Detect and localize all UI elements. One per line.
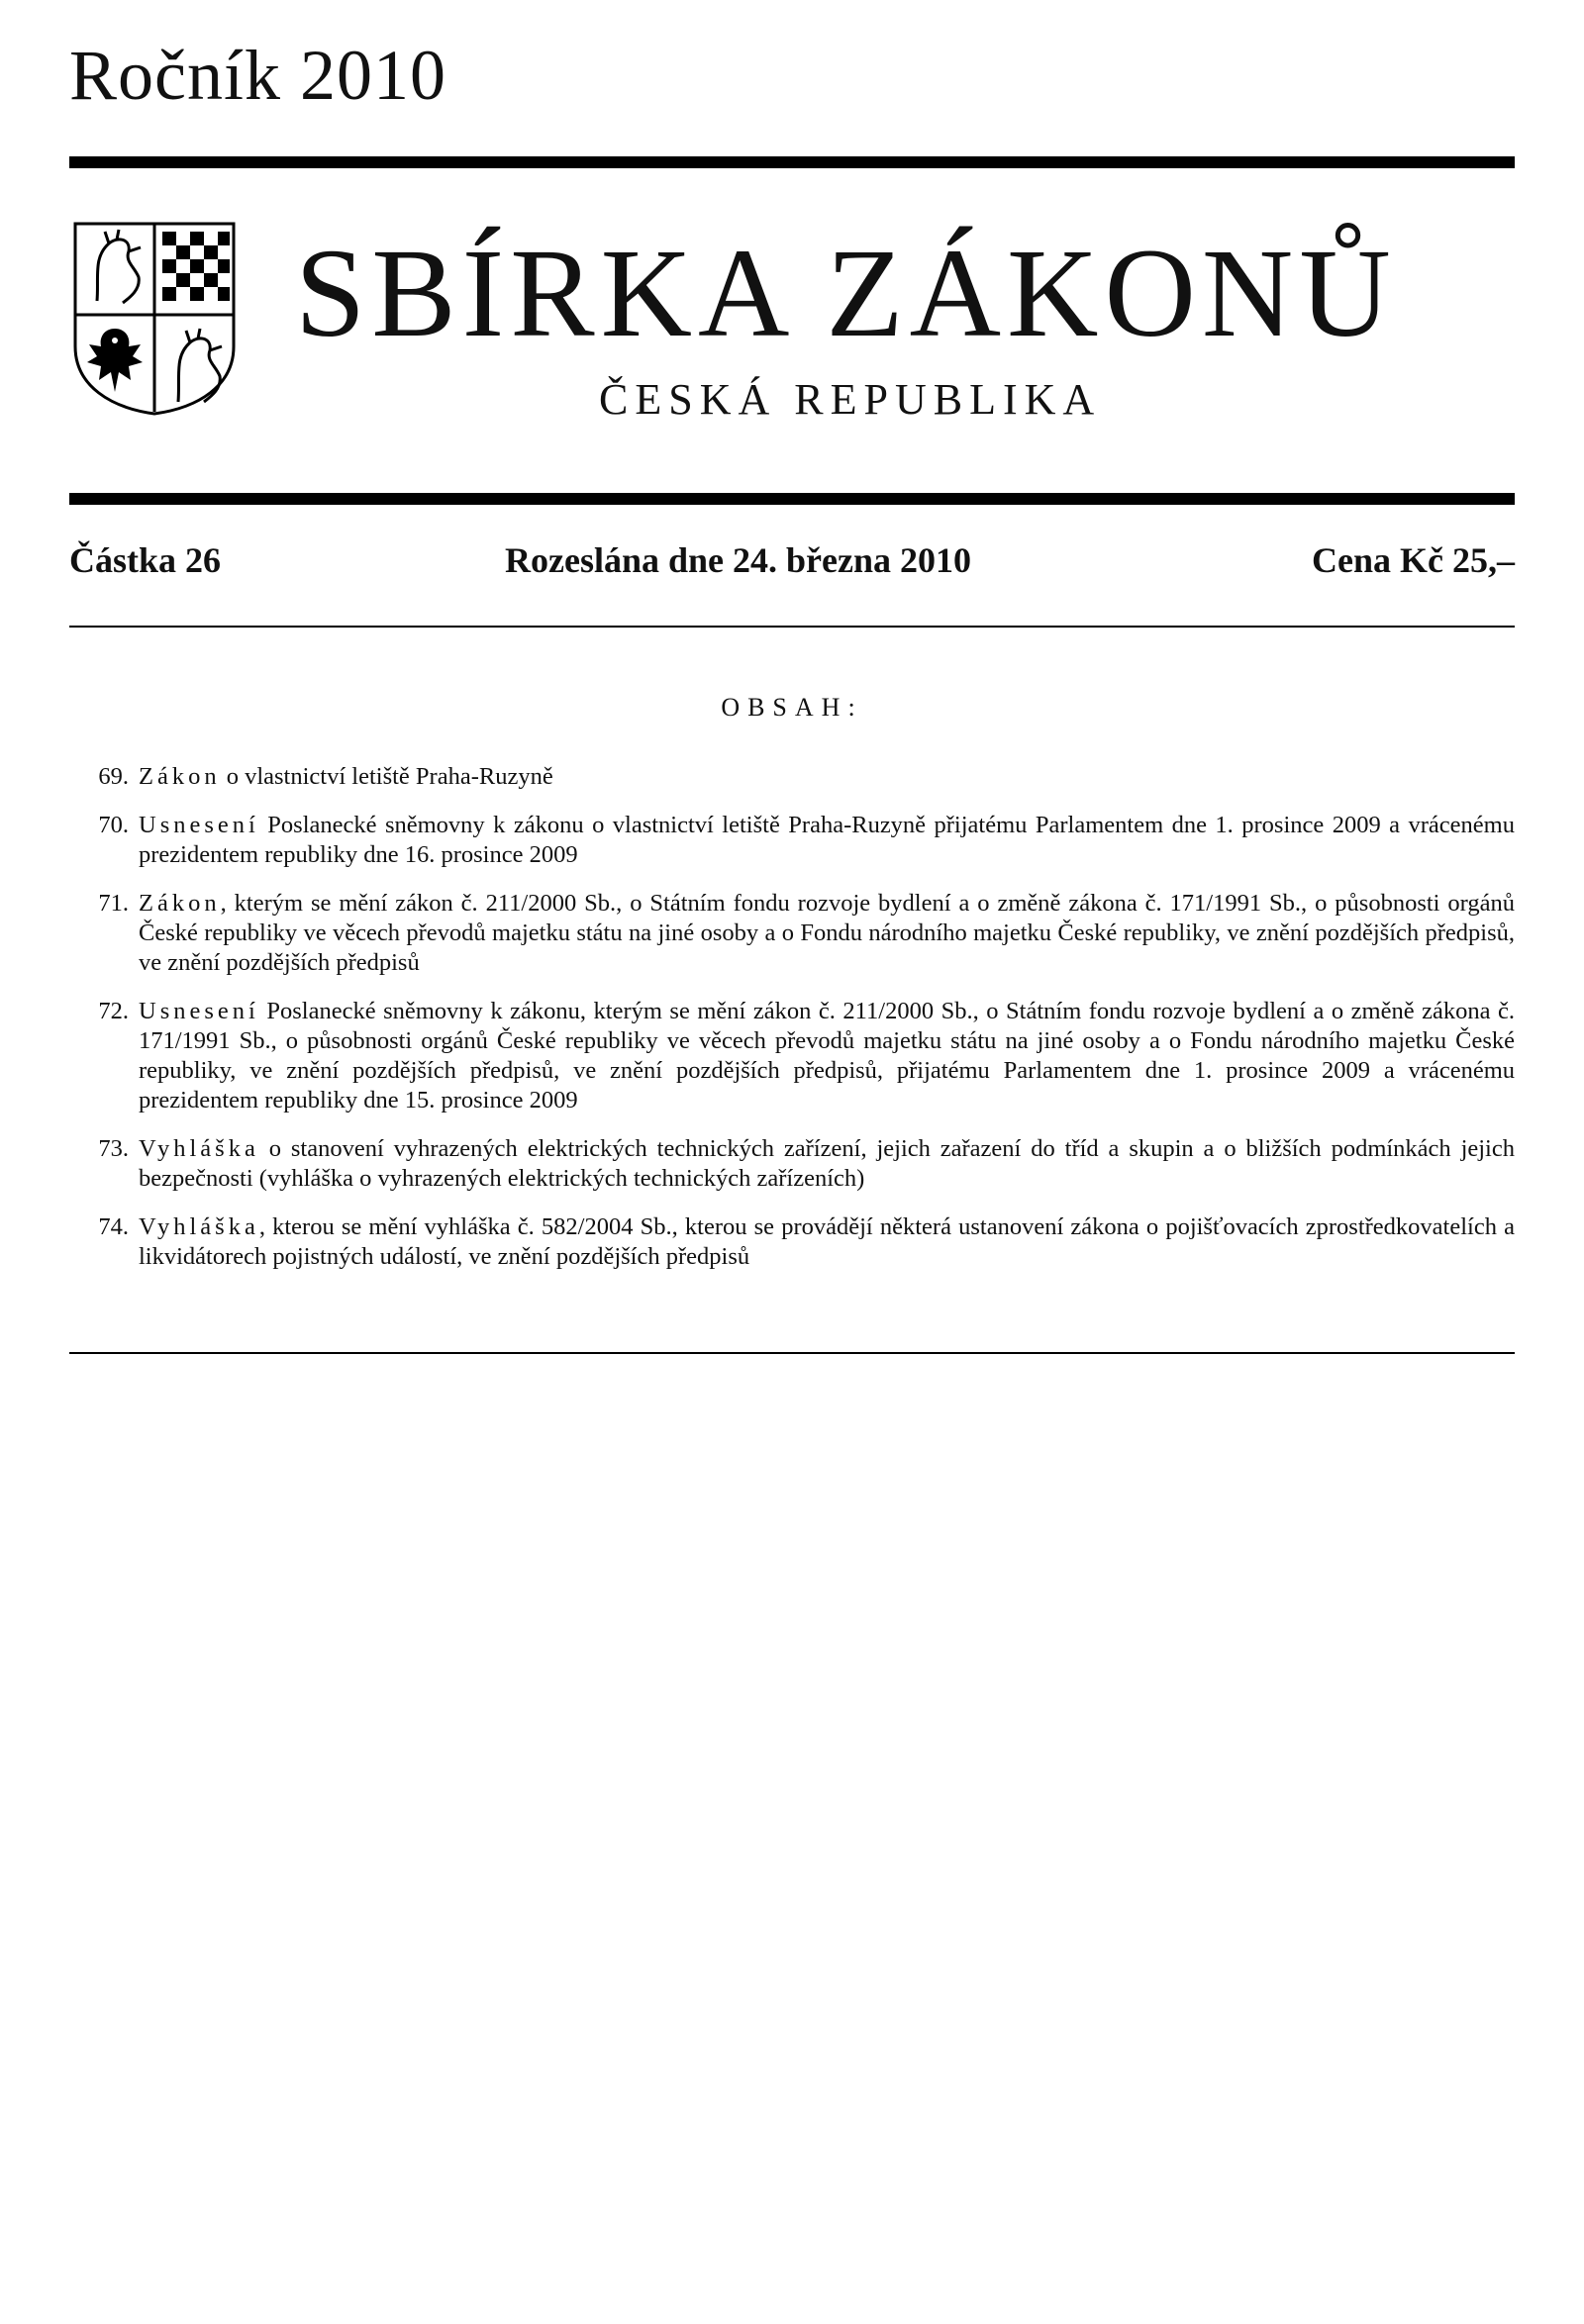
issue-number: Částka 26 <box>69 540 222 580</box>
toc-item-text <box>129 762 1515 792</box>
publication-title: SBÍRKA ZÁKONŮ <box>295 223 1397 363</box>
price: Cena Kč 25,– <box>1312 540 1515 580</box>
toc-item-text <box>129 1212 1515 1272</box>
toc-item-kind: Vyhláška <box>139 1213 259 1240</box>
toc-item-number: 73. <box>98 1135 129 1162</box>
toc-item-text <box>129 1134 1515 1194</box>
toc-item-description: o vlastnictví letiště Praha-Ruzyně <box>220 763 553 790</box>
toc-item <box>79 997 1515 1115</box>
toc-item-text <box>129 889 1515 978</box>
contents-heading: OBSAH: <box>721 693 863 722</box>
state-emblem-icon <box>69 218 240 418</box>
meta-rule <box>69 626 1515 628</box>
table-of-contents <box>79 762 1515 1291</box>
header-bottom-rule <box>69 493 1515 505</box>
publication-subtitle: ČESKÁ REPUBLIKA <box>599 375 1102 424</box>
toc-item-number: 70. <box>98 812 129 838</box>
toc-item-description: , kterou se mění vyhláška č. 582/2004 Sb., kterou se provádějí některá ustanovení zákona o pojišťovacích zprostředkovatelích a likvidátorech pojistných událostí, ve znění pozdějších předpisů <box>139 1213 1515 1270</box>
toc-item <box>79 811 1515 870</box>
volume-year: Ročník 2010 <box>69 36 446 115</box>
toc-item-text <box>129 997 1515 1115</box>
toc-item-kind: Vyhláška <box>139 1135 259 1162</box>
toc-item <box>79 1212 1515 1272</box>
toc-item-description: o stanovení vyhrazených elektrických technických zařízení, jejich zařazení do tříd a skupin a o bližších podmínkách jejich bezpečnosti (vyhláška o vyhrazených elektrických technických zařízeních) <box>139 1135 1515 1192</box>
toc-item-number: 72. <box>98 998 129 1024</box>
toc-item <box>79 1134 1515 1194</box>
toc-item <box>79 889 1515 978</box>
top-rule <box>69 156 1515 168</box>
toc-item-description: Poslanecké sněmovny k zákonu o vlastnictví letiště Praha-Ruzyně přijatému Parlamentem dne 1. prosince 2009 a vrácenému prezidentem republiky dne 16. prosince 2009 <box>139 812 1515 868</box>
toc-item-number: 71. <box>98 890 129 917</box>
distribution-date: Rozeslána dne 24. března 2010 <box>505 540 971 580</box>
toc-item-kind: Usnesení <box>139 812 259 838</box>
toc-item-number: 74. <box>98 1213 129 1240</box>
toc-item-text <box>129 811 1515 870</box>
toc-item-description: Poslanecké sněmovny k zákonu, kterým se mění zákon č. 211/2000 Sb., o Státním fondu rozvoje bydlení a o změně zákona č. 171/1991 Sb., o působnosti orgánů České republiky ve věcech převodů majetku státu na jiné osoby a o Fondu národního majetku České republiky, ve znění pozdějších předpisů, ve znění pozdějších předpisů, přijatému Parlamentem dne 1. prosince 2009 a vrácenému prezidentem republiky dne 15. prosince 2009 <box>139 998 1515 1114</box>
toc-item-number: 69. <box>98 763 129 790</box>
contents-bottom-rule <box>69 1352 1515 1354</box>
toc-item-kind: Zákon <box>139 890 221 917</box>
toc-item-kind: Zákon <box>139 763 221 790</box>
toc-item-kind: Usnesení <box>139 998 259 1024</box>
toc-item <box>79 762 1515 792</box>
toc-item-description: , kterým se mění zákon č. 211/2000 Sb., o Státním fondu rozvoje bydlení a o změně zákona č. 171/1991 Sb., o působnosti orgánů České republiky ve věcech převodů majetku státu na jiné osoby a o Fondu národního majetku České republiky, ve znění pozdějších předpisů, ve znění pozdějších předpisů <box>139 890 1515 976</box>
